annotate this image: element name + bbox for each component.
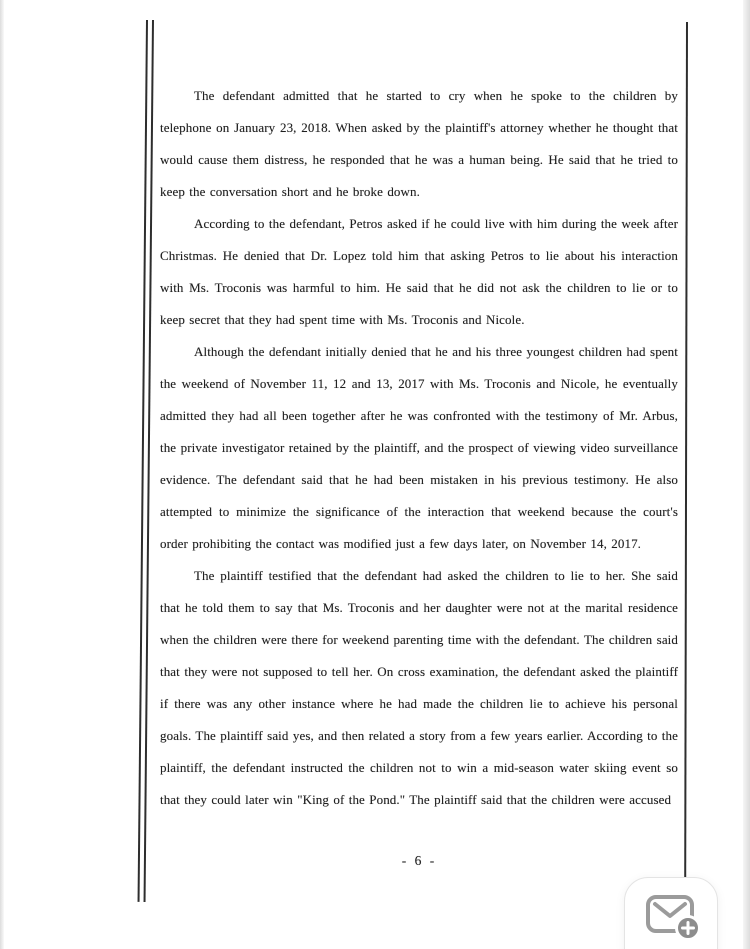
document-paragraph: Although the defendant initially denied that he and his three youngest children had spent the weekend of November 11, 12 and 13, 2017 with Ms. Troconis and Nicole, he eventually admitted they had all been together after he was confronted with the testimony of Mr. Arbus, the private investigator retained by the plaintiff, and the prospect of viewing video surveillance evidence. The defendant said that he had been mistaken in his previous testimony. He also attempted to minimize the significance of the interaction that weekend because the court's order prohibiting the contact was modified just a few days later, on November 14, 2017. [160,344,678,551]
document-paragraph: The plaintiff testified that the defendant had asked the children to lie to her. She said that he told them to say that Ms. Troconis and her daughter were not at the marital residence when the children were there for weekend parenting time with the defendant. The children said that they were not supposed to tell her. On cross examination, the defendant asked the plaintiff if there was any other instance where he had made the children lie to achieve his personal goals. The plaintiff said yes, and then related a story from a few years earlier. According to the plaintiff, the defendant instructed the children not to win a mid-season water skiing event so that they could later win "King of the Pond." The plaintiff said that the children were accused [160,568,678,807]
page-number: - 6 - [401,853,437,868]
document-paragraph: The defendant admitted that he started to cry when he spoke to the children by telephone on January 23, 2018. When asked by the plaintiff's attorney whether he thought that would cause them distress, he responded that he was a human being. He said that he tried to keep the conversation short and he broke down. [160,88,678,199]
left-edge-shadow [0,0,4,949]
right-margin-rule-line [684,22,688,927]
document-paragraph: According to the defendant, Petros asked if he could live with him during the week after Christmas. He denied that Dr. Lopez told him that asking Petros to lie about his interaction with Ms. Troconis was harmful to him. He said that he did not ask the children to lie or to keep secret that they had spent time with Ms. Troconis and Nicole. [160,216,678,327]
envelope-plus-icon [643,889,699,941]
left-margin-double-rule [138,20,156,902]
document-body [160,80,678,877]
right-edge-shadow [743,0,750,949]
compose-email-button[interactable] [624,877,718,949]
